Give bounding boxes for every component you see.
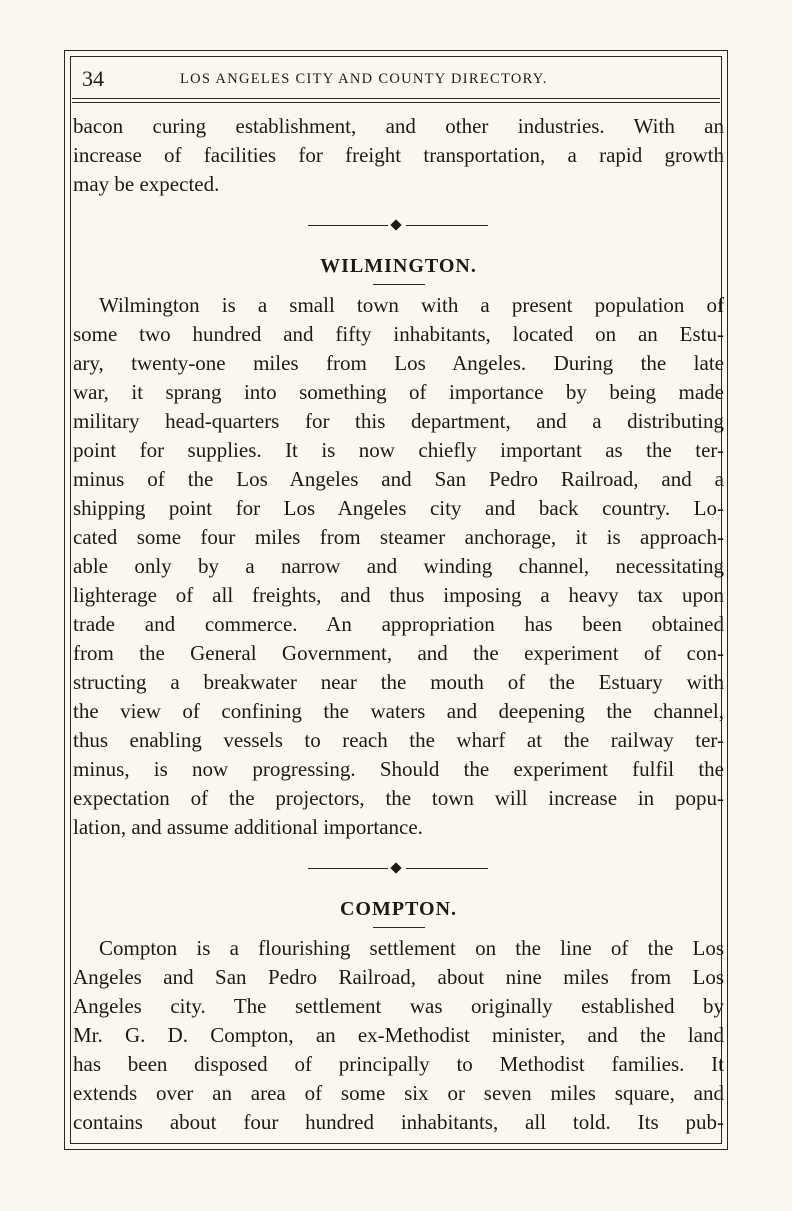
text-line: has been disposed of principally to Methodist families. It: [73, 1052, 724, 1076]
text-line: Angeles city. The settlement was originally established by: [73, 994, 724, 1018]
text-line: minus, is now progressing. Should the experiment fulfil the: [73, 757, 724, 781]
text-line: thus enabling vessels to reach the wharf at the railway ter-: [73, 728, 724, 752]
text-line: ary, twenty-one miles from Los Angeles. During the late: [73, 351, 724, 375]
text-line: military head-quarters for this department, and a distributing: [73, 409, 724, 433]
heading-underline: [373, 284, 425, 285]
running-title: LOS ANGELES CITY AND COUNTY DIRECTORY.: [180, 71, 548, 87]
section-heading-wilmington: WILMINGTON.: [320, 255, 477, 277]
section-divider-ornament: [308, 862, 488, 876]
text-line: bacon curing establishment, and other industries. With an: [73, 114, 724, 138]
text-line: Angeles and San Pedro Railroad, about nine miles from Los: [73, 965, 724, 989]
text-line: shipping point for Los Angeles city and back country. Lo-: [73, 496, 724, 520]
text-line: lation, and assume additional importance.: [73, 815, 423, 839]
wilmington-paragraph: [73, 291, 724, 842]
page-number: 34: [82, 66, 104, 91]
text-line: from the General Government, and the experiment of con-: [73, 641, 724, 665]
text-line: contains about four hundred inhabitants, all told. Its pub-: [73, 1110, 724, 1134]
text-line: some two hundred and fifty inhabitants, located on an Estu-: [73, 322, 724, 346]
text-line: may be expected.: [73, 172, 220, 196]
text-line: lighterage of all freights, and thus imposing a heavy tax upon: [73, 583, 724, 607]
text-line: increase of facilities for freight transportation, a rapid growth: [73, 143, 724, 167]
text-line: minus of the Los Angeles and San Pedro Railroad, and a: [73, 467, 724, 491]
compton-paragraph: [73, 934, 724, 1137]
running-header: [82, 66, 714, 92]
text-line: Wilmington is a small town with a present population of: [99, 293, 724, 317]
text-line: extends over an area of some six or seven miles square, and: [73, 1081, 724, 1105]
text-line: trade and commerce. An appropriation has been obtained: [73, 612, 724, 636]
text-line: cated some four miles from steamer anchorage, it is approach-: [73, 525, 724, 549]
text-line: structing a breakwater near the mouth of the Estuary with: [73, 670, 724, 694]
text-line: Compton is a flourishing settlement on the line of the Los: [99, 936, 724, 960]
text-line: the view of confining the waters and deepening the channel,: [73, 699, 724, 723]
text-line: point for supplies. It is now chiefly important as the ter-: [73, 438, 724, 462]
header-rule-top: [72, 98, 720, 99]
page-content: [73, 112, 724, 1137]
text-line: expectation of the projectors, the town will increase in popu-: [73, 786, 724, 810]
intro-paragraph: [73, 112, 724, 199]
diamond-icon: [390, 862, 401, 873]
diamond-icon: [390, 219, 401, 230]
header-rule-bottom: [72, 102, 720, 103]
text-line: war, it sprang into something of importance by being made: [73, 380, 724, 404]
text-line: Mr. G. D. Compton, an ex-Methodist minister, and the land: [73, 1023, 724, 1047]
heading-underline: [373, 927, 425, 928]
section-heading-compton: COMPTON.: [339, 898, 458, 920]
section-divider-ornament: [308, 219, 488, 233]
text-line: able only by a narrow and winding channel, necessitating: [73, 554, 724, 578]
